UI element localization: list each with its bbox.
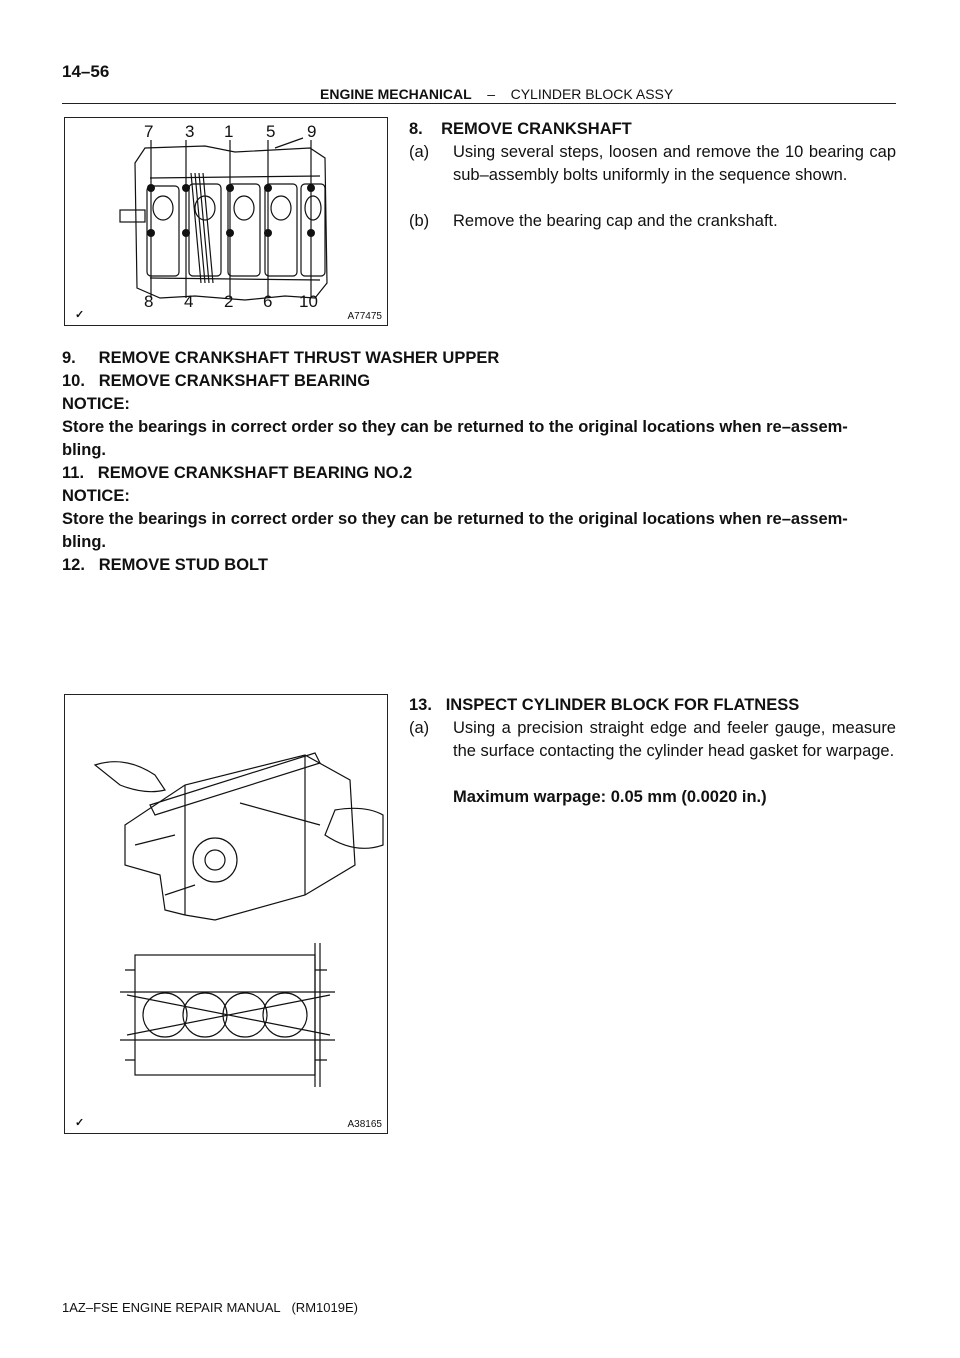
header-rule [62,103,896,104]
header-title [320,86,673,102]
step-12-title: 12. REMOVE STUD BOLT [62,556,268,574]
step-8b-text: Remove the bearing cap and the crankshaft. [453,212,778,230]
bolt-number-bottom-2: 4 [184,292,194,311]
cylinder-block-illustration [65,695,387,1133]
step-10-title: 10. REMOVE CRANKSHAFT BEARING [62,372,371,390]
step-13-title: 13. INSPECT CYLINDER BLOCK FOR FLATNESS [409,696,800,714]
figure-mark-icon: ✓ [75,1117,85,1129]
header-separator: – [487,86,496,102]
step-9-title: 9. REMOVE CRANKSHAFT THRUST WASHER UPPER [62,349,500,367]
bolt-number-top-3: 1 [224,122,234,141]
step-8a-label: (a) [409,143,430,161]
header-subsection: CYLINDER BLOCK ASSY [510,86,674,102]
figure-mark-icon: ✓ [75,309,85,321]
step-8a-text: Using several steps, loosen and remove the 10 bearing cap sub–assembly bolts uniformly in the sequence shown. [453,143,896,184]
step-11-title: 11. REMOVE CRANKSHAFT BEARING NO.2 [62,464,413,482]
notice-1-text: Store the bearings in correct order so they can be returned to the original locations when re–assem- [62,418,848,436]
crankshaft-bolt-sequence-figure [64,117,388,326]
notice-1-label: NOTICE: [62,395,130,413]
cylinder-block-flatness-figure [64,694,388,1134]
bolt-number-top-2: 3 [185,122,195,141]
footer-manual-id: 1AZ–FSE ENGINE REPAIR MANUAL (RM1019E) [62,1300,358,1315]
figure-id: A38165 [347,1119,382,1130]
figure-id: A77475 [347,311,382,322]
bolt-number-top-1: 7 [144,122,154,141]
notice-2-text-cont: bling. [62,533,106,551]
notice-1-text-cont: bling. [62,441,106,459]
notice-2-label: NOTICE: [62,487,130,505]
bolt-number-top-5: 9 [307,122,317,141]
bolt-number-bottom-5: 10 [299,292,318,311]
step-8b-label: (b) [409,212,430,230]
step-13a-text: Using a precision straight edge and feeler gauge, measure the surface contacting the cylinder head gasket for warpage. [453,719,896,760]
bolt-number-top-4: 5 [266,122,276,141]
step-13a-label: (a) [409,719,430,737]
header-section: ENGINE MECHANICAL [320,86,472,102]
notice-2-text: Store the bearings in correct order so they can be returned to the original locations when re–assem- [62,510,848,528]
bolt-number-bottom-4: 6 [263,292,273,311]
step-8-title: 8. REMOVE CRANKSHAFT [409,120,632,138]
page-number: 14–56 [62,62,110,81]
bolt-number-bottom-3: 2 [224,292,234,311]
bolt-number-bottom-1: 8 [144,292,154,311]
warpage-spec: Maximum warpage: 0.05 mm (0.0020 in.) [453,788,767,806]
